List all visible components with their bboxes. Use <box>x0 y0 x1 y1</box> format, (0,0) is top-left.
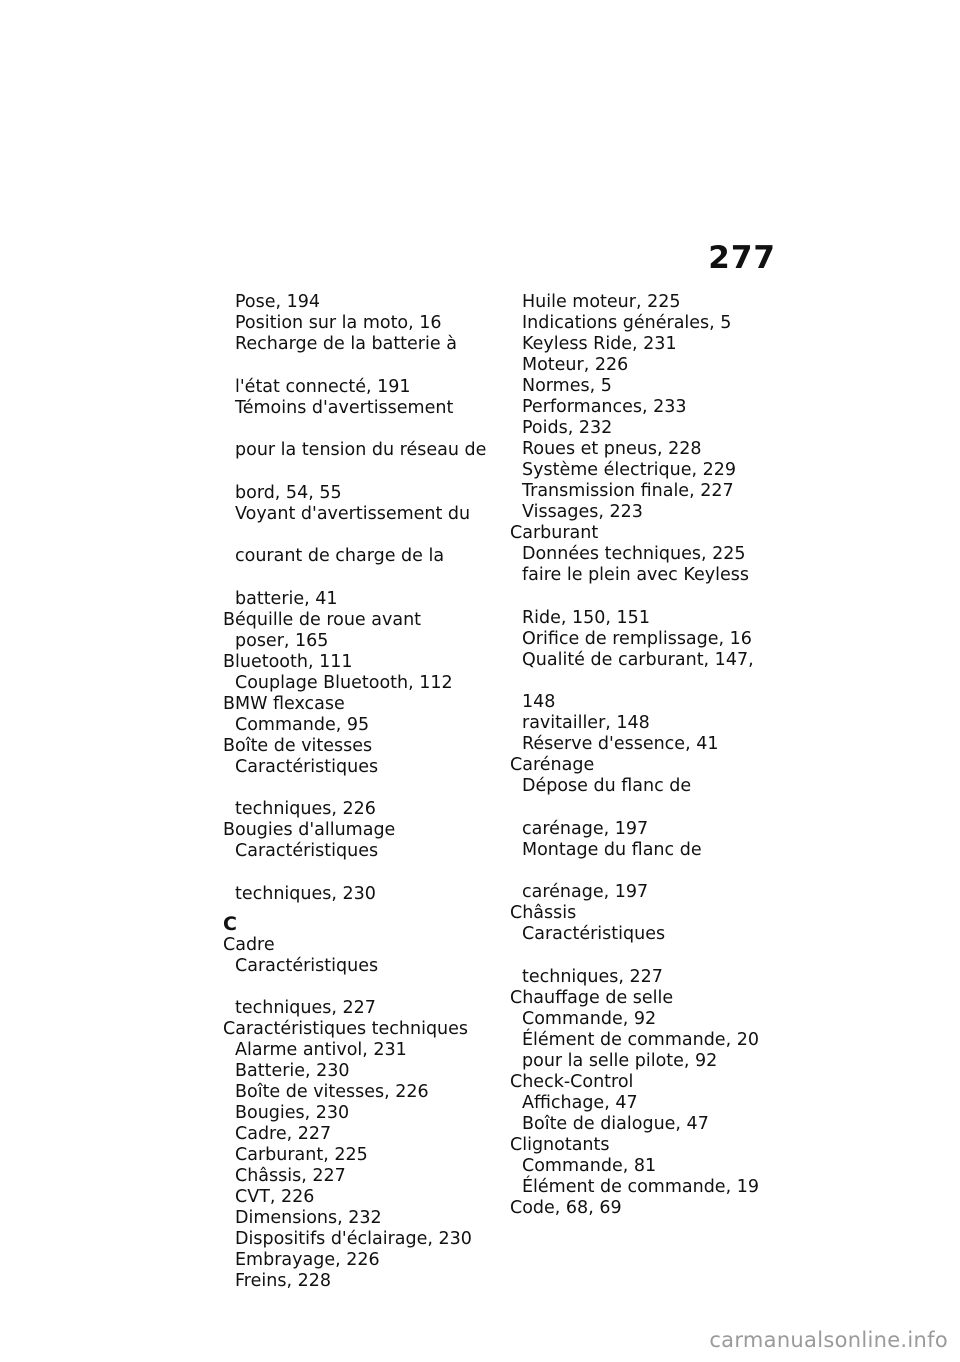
index-subentry: Réserve d'essence, 41 <box>522 734 719 754</box>
index-subentry: Caractéristiques <box>235 756 379 777</box>
index-subentry: l'état connecté, 191 <box>235 376 411 397</box>
index-subentry: ravitailler, 148 <box>522 713 650 733</box>
index-subentry: Commande, 95 <box>235 714 370 735</box>
index-subentry: Montage du flanc de <box>522 839 702 860</box>
index-subentry: Système électrique, 229 <box>522 460 737 480</box>
index-subentry: techniques, 226 <box>235 799 376 819</box>
index-subentry: faire le plein avec Keyless <box>522 565 749 585</box>
index-entry: Code, 68, 69 <box>510 1197 622 1218</box>
index-column-left <box>223 292 495 1292</box>
index-subentry: pour la selle pilote, 92 <box>522 1050 718 1071</box>
index-subentry: Transmission finale, 227 <box>522 481 734 501</box>
index-subentry: Normes, 5 <box>522 376 612 396</box>
index-subentry: Position sur la moto, 16 <box>235 313 442 333</box>
index-subentry: Voyant d'avertissement du <box>235 503 471 524</box>
index-subentry: Dimensions, 232 <box>235 1208 382 1228</box>
index-subentry: pour la tension du réseau de <box>235 440 487 460</box>
index-subentry: Caractéristiques <box>235 841 379 861</box>
index-subentry: 148 <box>522 692 556 712</box>
index-entry: Chauffage de selle <box>510 987 674 1008</box>
index-subentry: Qualité de carburant, 147, <box>522 649 754 670</box>
index-subentry: Élément de commande, 19 <box>522 1176 759 1197</box>
index-entry: Carénage <box>510 755 595 775</box>
index-subentry: bord, 54, 55 <box>235 482 342 503</box>
index-entry: BMW flexcase <box>223 693 345 714</box>
index-entry: Carburant <box>510 523 599 543</box>
index-subentry: Caractéristiques <box>235 955 379 976</box>
index-subentry: Freins, 228 <box>235 1271 331 1291</box>
index-subentry: Bougies, 230 <box>235 1103 350 1123</box>
index-subentry: carénage, 197 <box>522 882 649 902</box>
index-subentry: Dispositifs d'éclairage, 230 <box>235 1229 472 1249</box>
index-entry: Cadre <box>223 934 275 955</box>
index-subentry: Témoins d'avertissement <box>235 397 454 418</box>
index-subentry: Batterie, 230 <box>235 1061 350 1081</box>
index-subentry: techniques, 230 <box>235 883 376 904</box>
index-subentry: Pose, 194 <box>235 292 321 312</box>
index-subentry: Roues et pneus, 228 <box>522 439 702 459</box>
index-entry: Bluetooth, 111 <box>223 651 353 672</box>
index-entry: Boîte de vitesses <box>223 735 373 756</box>
index-subentry: Boîte de dialogue, 47 <box>522 1113 709 1134</box>
index-subentry: Alarme antivol, 231 <box>235 1040 407 1060</box>
section-letter: C <box>223 912 237 935</box>
index-subentry: Commande, 81 <box>522 1155 657 1176</box>
index-subentry: Ride, 150, 151 <box>522 607 650 628</box>
index-subentry: courant de charge de la <box>235 546 445 566</box>
index-subentry: techniques, 227 <box>235 998 376 1018</box>
index-subentry: poser, 165 <box>235 630 329 651</box>
index-subentry: Embrayage, 226 <box>235 1250 380 1270</box>
index-subentry: Recharge de la batterie à <box>235 334 457 354</box>
index-entry: Caractéristiques techniques <box>223 1019 469 1039</box>
index-subentry: Couplage Bluetooth, 112 <box>235 672 453 693</box>
index-subentry: Vissages, 223 <box>522 502 643 522</box>
index-subentry: Châssis, 227 <box>235 1166 346 1186</box>
watermark: carmanualsonline.info <box>709 1328 948 1352</box>
index-subentry: Dépose du flanc de <box>522 776 692 796</box>
index-subentry: Poids, 232 <box>522 418 613 438</box>
index-entry: Bougies d'allumage <box>223 820 396 840</box>
index-subentry: Boîte de vitesses, 226 <box>235 1082 429 1102</box>
index-entry: Béquille de roue avant <box>223 609 422 630</box>
index-column-right <box>510 292 782 1219</box>
index-subentry: batterie, 41 <box>235 588 338 609</box>
index-subentry: carénage, 197 <box>522 818 649 839</box>
index-subentry: Commande, 92 <box>522 1008 657 1029</box>
index-subentry: CVT, 226 <box>235 1187 315 1207</box>
index-subentry: Orifice de remplissage, 16 <box>522 628 752 649</box>
index-subentry: Caractéristiques <box>522 924 666 944</box>
index-subentry: Indications générales, 5 <box>522 313 732 333</box>
index-subentry: Performances, 233 <box>522 397 687 417</box>
index-subentry: Cadre, 227 <box>235 1124 332 1144</box>
index-entry: Clignotants <box>510 1134 610 1155</box>
index-subentry: Huile moteur, 225 <box>522 292 681 312</box>
index-entry: Châssis <box>510 903 577 923</box>
index-subentry: Carburant, 225 <box>235 1145 368 1165</box>
index-subentry: Keyless Ride, 231 <box>522 334 677 354</box>
index-subentry: Élément de commande, 20 <box>522 1029 759 1050</box>
index-subentry: Affichage, 47 <box>522 1092 638 1113</box>
index-subentry: Moteur, 226 <box>522 355 629 375</box>
index-subentry: Données techniques, 225 <box>522 544 746 564</box>
page-number: 277 <box>708 240 776 276</box>
index-entry: Check-Control <box>510 1071 634 1092</box>
index-subentry: techniques, 227 <box>522 966 663 987</box>
